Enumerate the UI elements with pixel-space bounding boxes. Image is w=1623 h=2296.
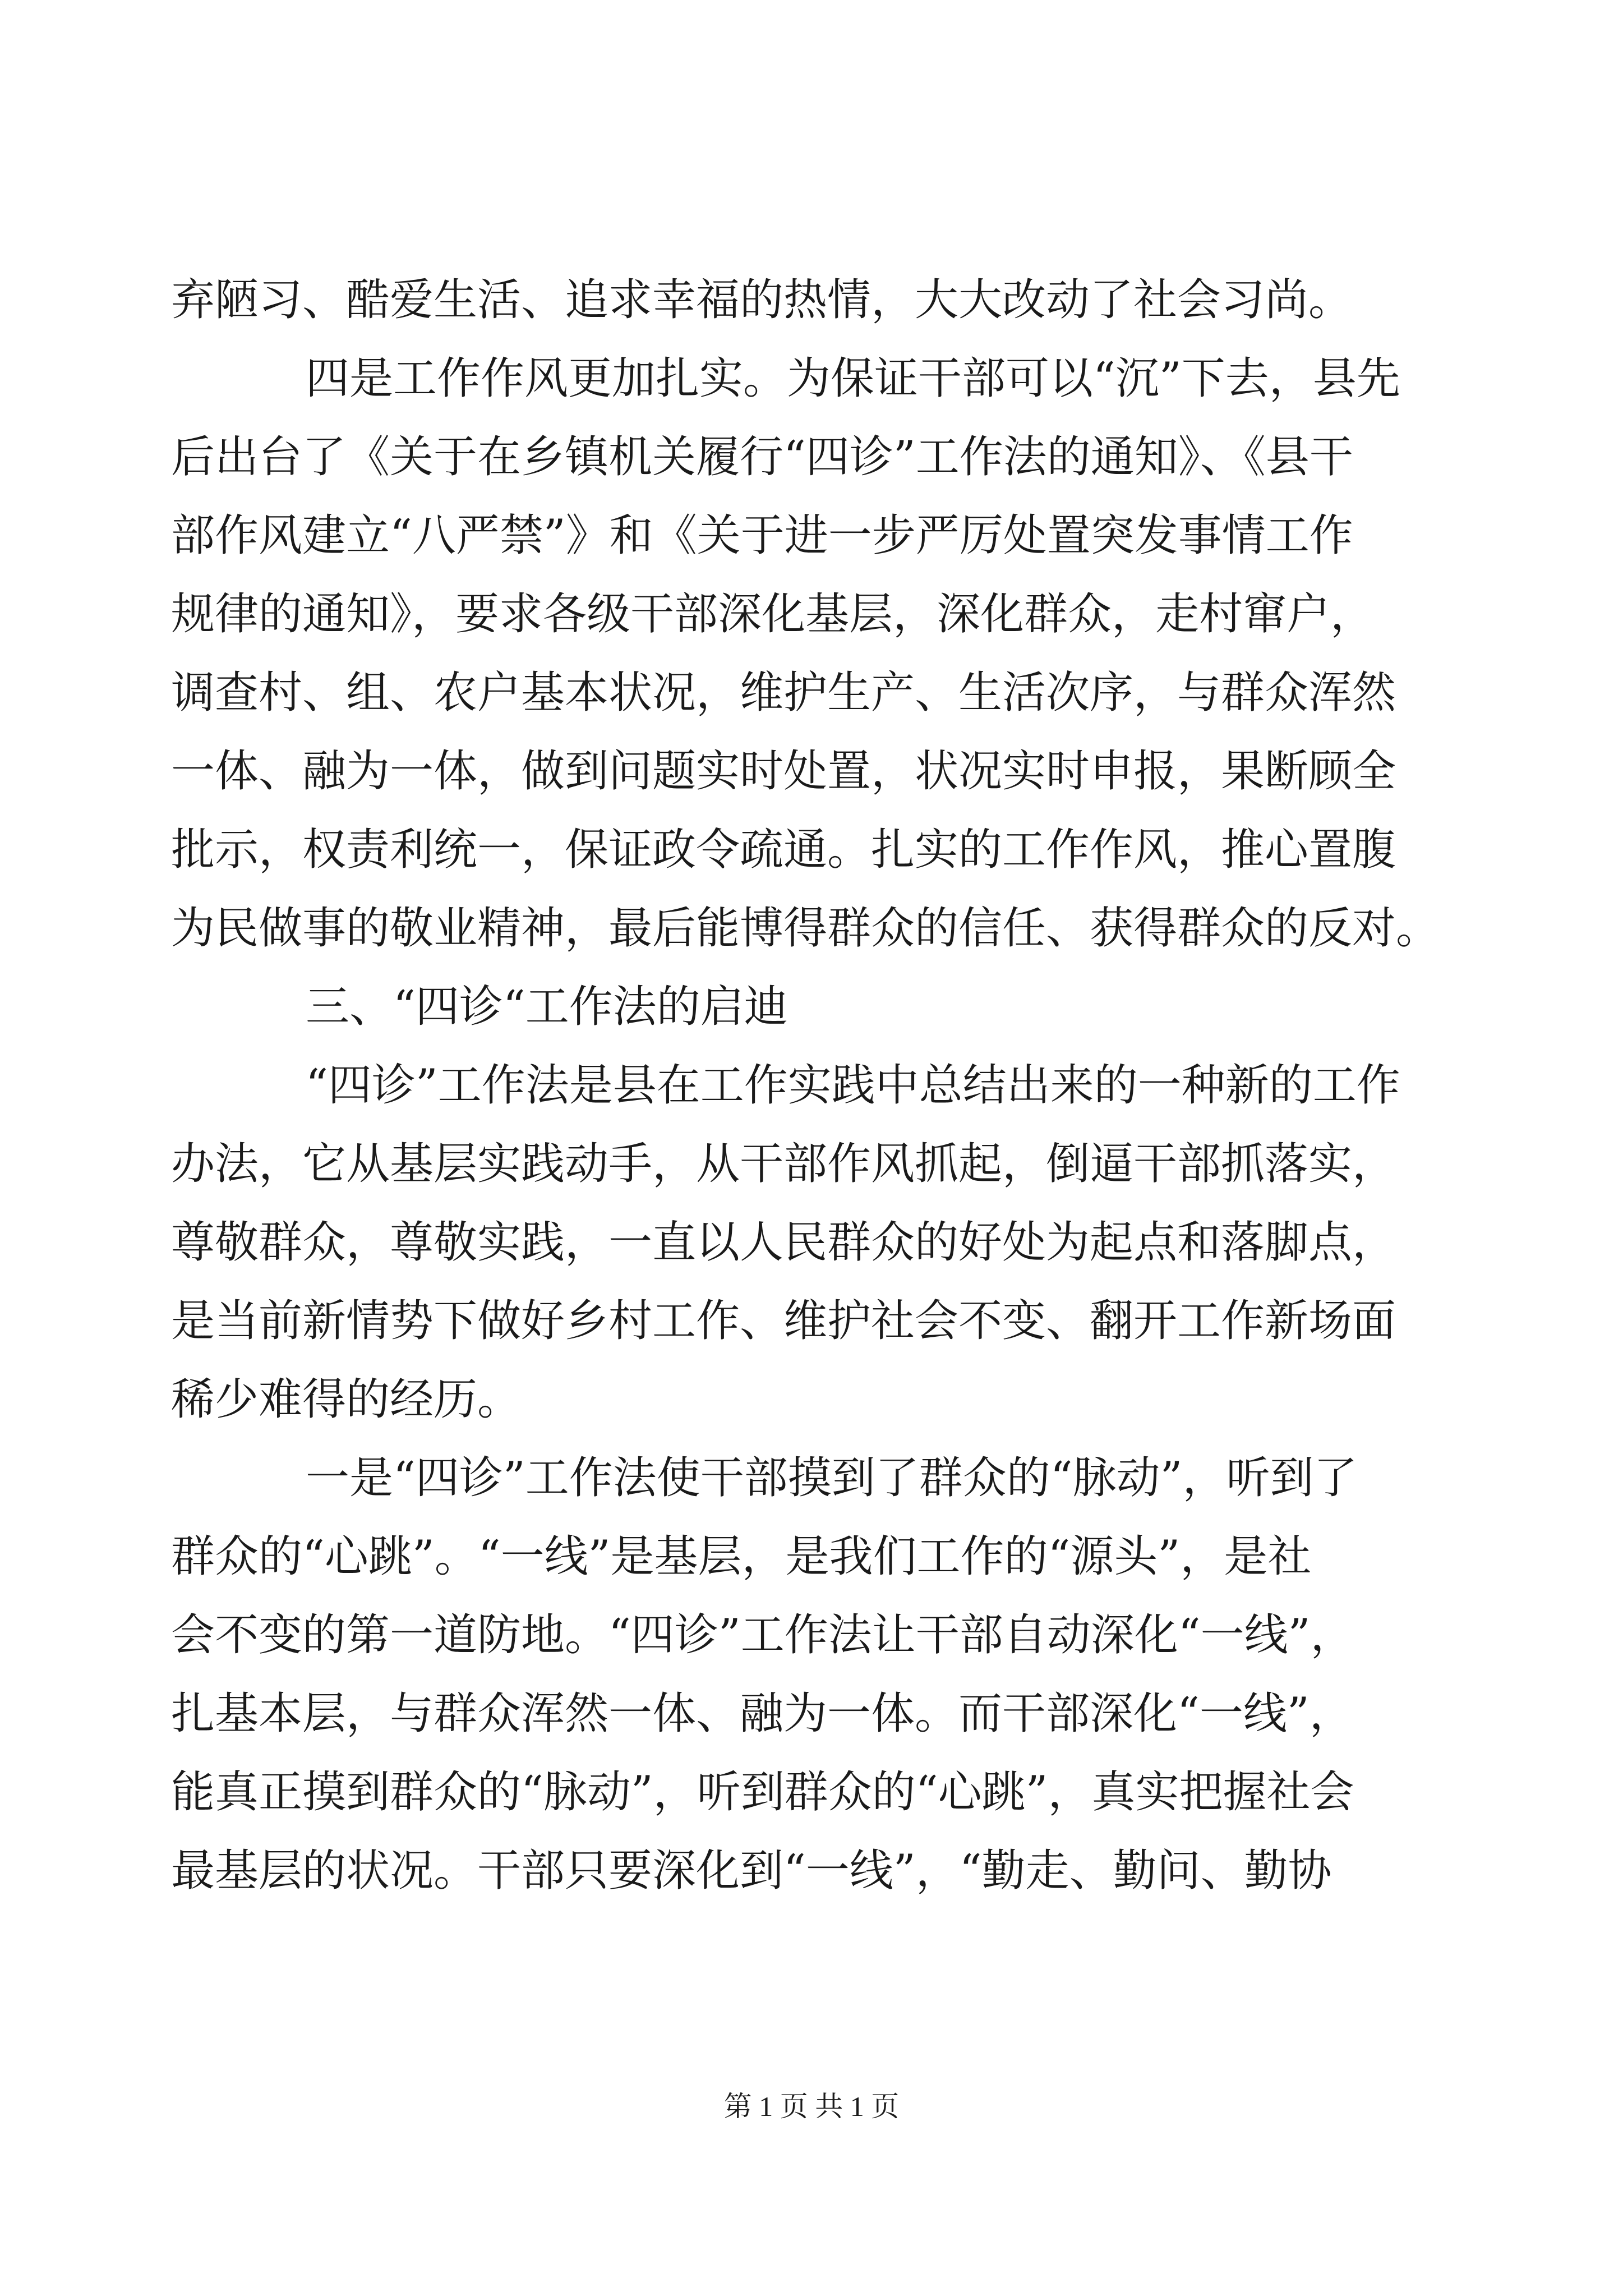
line-text: 稀少难得的经历。 [171, 1374, 522, 1425]
line-text: 尊敬群众，尊敬实践，一直以人民群众的好处为起点和落脚点， [171, 1217, 1396, 1268]
text-line [0, 1599, 1623, 1672]
text-line [0, 1206, 1623, 1279]
text-line [0, 578, 1623, 651]
text-line [0, 735, 1623, 808]
line-text: 批示，权责利统一，保证政令疏通。扎实的工作作风，推心置腹 [171, 825, 1396, 875]
line-text: 弃陋习、酷爱生活、追求幸福的热情，大大改动了社会习尚。 [171, 275, 1353, 325]
line-text: 部作风建立“八严禁”》和《关于进一步严厉处置突发事情工作 [171, 510, 1353, 561]
text-line [0, 656, 1623, 729]
text-line [0, 1834, 1623, 1907]
text-line [0, 813, 1623, 886]
text-line [0, 1756, 1623, 1829]
line-text: 四是工作作风更加扎实。为保证干部可以“沉”下去，县先 [306, 353, 1400, 404]
line-text: 办法，它从基层实践动手，从干部作风抓起，倒逼干部抓落实， [171, 1139, 1396, 1189]
line-text: 为民做事的敬业精神，最后能博得群众的信任、获得群众的反对。 [171, 903, 1440, 954]
text-line [0, 264, 1623, 337]
page-footer: 第 1 页 共 1 页 [723, 2091, 900, 2122]
line-text: 群众的“心跳”。“一线”是基层，是我们工作的“源头”，是社 [171, 1531, 1312, 1582]
text-line [0, 1520, 1623, 1593]
line-text: 一是“四诊”工作法使干部摸到了群众的“脉动”，听到了 [306, 1453, 1358, 1503]
line-text: 是当前新情势下做好乡村工作、维护社会不变、翻开工作新场面 [171, 1296, 1396, 1346]
text-line [0, 499, 1623, 572]
heading-text: 三、“四诊“工作法的启迪 [306, 982, 788, 1032]
line-text: 规律的通知》，要求各级干部深化基层，深化群众，走村窜户， [171, 589, 1375, 639]
line-text: 能真正摸到群众的“脉动”，听到群众的“心跳”，真实把握社会 [171, 1767, 1354, 1818]
line-text: 扎基本层，与群众浑然一体、融为一体。而干部深化“一线”， [171, 1688, 1353, 1739]
text-line [0, 1128, 1623, 1200]
line-text: 一体、融为一体，做到问题实时处置，状况实时申报，果断顾全 [171, 746, 1396, 797]
line-text: 后出台了《关于在乡镇机关履行“四诊”工作法的通知》、《县干 [171, 432, 1353, 482]
text-line [0, 342, 1623, 415]
line-text: 调查村、组、农户基本状况，维护生产、生活次序，与群众浑然 [171, 668, 1396, 718]
text-line [0, 1363, 1623, 1436]
line-text: “四诊”工作法是县在工作实践中总结出来的一种新的工作 [306, 1060, 1400, 1111]
section-heading [0, 970, 1623, 1043]
text-line [0, 1049, 1623, 1122]
text-line [0, 1677, 1623, 1750]
text-line [0, 421, 1623, 494]
text-line [0, 1285, 1623, 1358]
text-line [0, 1442, 1623, 1515]
line-text: 最基层的状况。干部只要深化到“一线”，“勤走、勤问、勤协 [171, 1846, 1332, 1896]
text-line [0, 892, 1623, 965]
line-text: 会不变的第一道防地。“四诊”工作法让干部自动深化“一线”， [171, 1610, 1354, 1660]
